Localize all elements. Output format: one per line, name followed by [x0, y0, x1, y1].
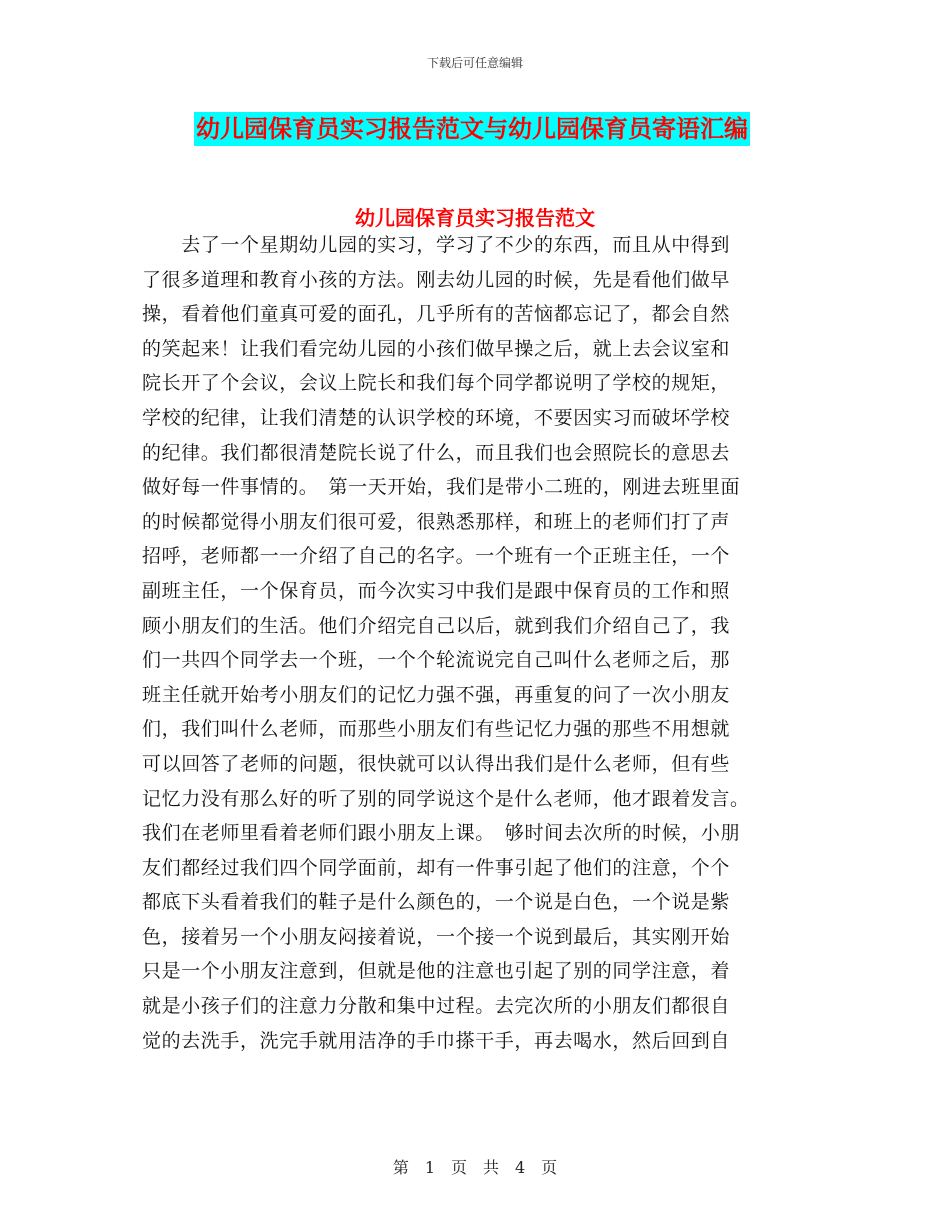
body-line: 的笑起来！让我们看完幼儿园的小孩们做早操之后，就上去会议室和: [142, 337, 731, 360]
body-line: 去了一个星期幼儿园的实习，学习了不少的东西，而且从中得到: [142, 234, 731, 256]
body-line: 们一共四个同学去一个班，一个个轮流说完自己叫什么老师之后，那: [142, 649, 731, 672]
body-line: 的时候都觉得小朋友们很可爱，很熟悉那样，和班上的老师们打了声: [142, 510, 731, 533]
body-line: 的纪律。我们都很清楚院长说了什么，而且我们也会照院长的意思去: [142, 441, 731, 464]
body-line: 只是一个小朋友注意到，但就是他的注意也引起了别的同学注意，着: [142, 960, 731, 983]
body-line: 操，看着他们童真可爱的面孔，几乎所有的苦恼都忘记了，都会自然: [142, 303, 731, 326]
body-line: 都底下头看着我们的鞋子是什么颜色的，一个说是白色，一个说是紫: [142, 891, 731, 914]
body-line: 友们都经过我们四个同学面前，却有一件事引起了他们的注意，个个: [142, 856, 731, 879]
section-title: 幼儿园保育员实习报告范文: [355, 206, 595, 230]
body-line: 色，接着另一个小朋友闷接着说，一个接一个说到最后，其实刚开始: [142, 925, 731, 948]
body-line: 我们在老师里看着老师们跟小朋友上课。 够时间去次所的时候，小朋: [142, 822, 741, 845]
main-title-highlight: [194, 112, 750, 146]
body-line: 了很多道理和教育小孩的方法。刚去幼儿园的时候，先是看他们做早: [142, 268, 731, 291]
body-line: 就是小孩子们的注意力分散和集中过程。去完次所的小朋友们都很自: [142, 995, 731, 1018]
body-line: 副班主任，一个保育员，而今次实习中我们是跟中保育员的工作和照: [142, 579, 731, 602]
body-line: 做好每一件事情的。 第一天开始，我们是带小二班的，刚进去班里面: [142, 476, 741, 499]
page-header-note: 下载后可任意编辑: [426, 56, 523, 70]
body-line: 院长开了个会议，会议上院长和我们每个同学都说明了学校的规矩，: [142, 372, 731, 395]
body-line: 学校的纪律，让我们清楚的认识学校的环境，不要因实习而破坏学校: [142, 406, 731, 429]
body-line: 可以回答了老师的问题，很快就可以认得出我们是什么老师，但有些: [142, 752, 731, 775]
main-title: 幼儿园保育员实习报告范文与幼儿园保育员寄语汇编: [196, 114, 748, 143]
body-line: 招呼，老师都一一介绍了自己的名字。一个班有一个正班主任，一个: [142, 545, 731, 568]
body-line: 班主任就开始考小朋友们的记忆力强不强，再重复的问了一次小朋友: [142, 683, 731, 706]
body-line: 觉的去洗手，洗完手就用洁净的手巾搽干手，再去喝水，然后回到自: [142, 1029, 731, 1052]
body-text: [142, 228, 810, 1058]
body-line: 们，我们叫什么老师，而那些小朋友们有些记忆力强的那些不用想就: [142, 718, 731, 741]
body-line: 记忆力没有那么好的听了别的同学说这个是什么老师，他才跟着发言。: [142, 787, 750, 810]
body-line: 顾小朋友们的生活。他们介绍完自己以后，就到我们介绍自己了，我: [142, 614, 731, 637]
page-footer: 第 1 页 共 4 页: [392, 1158, 558, 1177]
